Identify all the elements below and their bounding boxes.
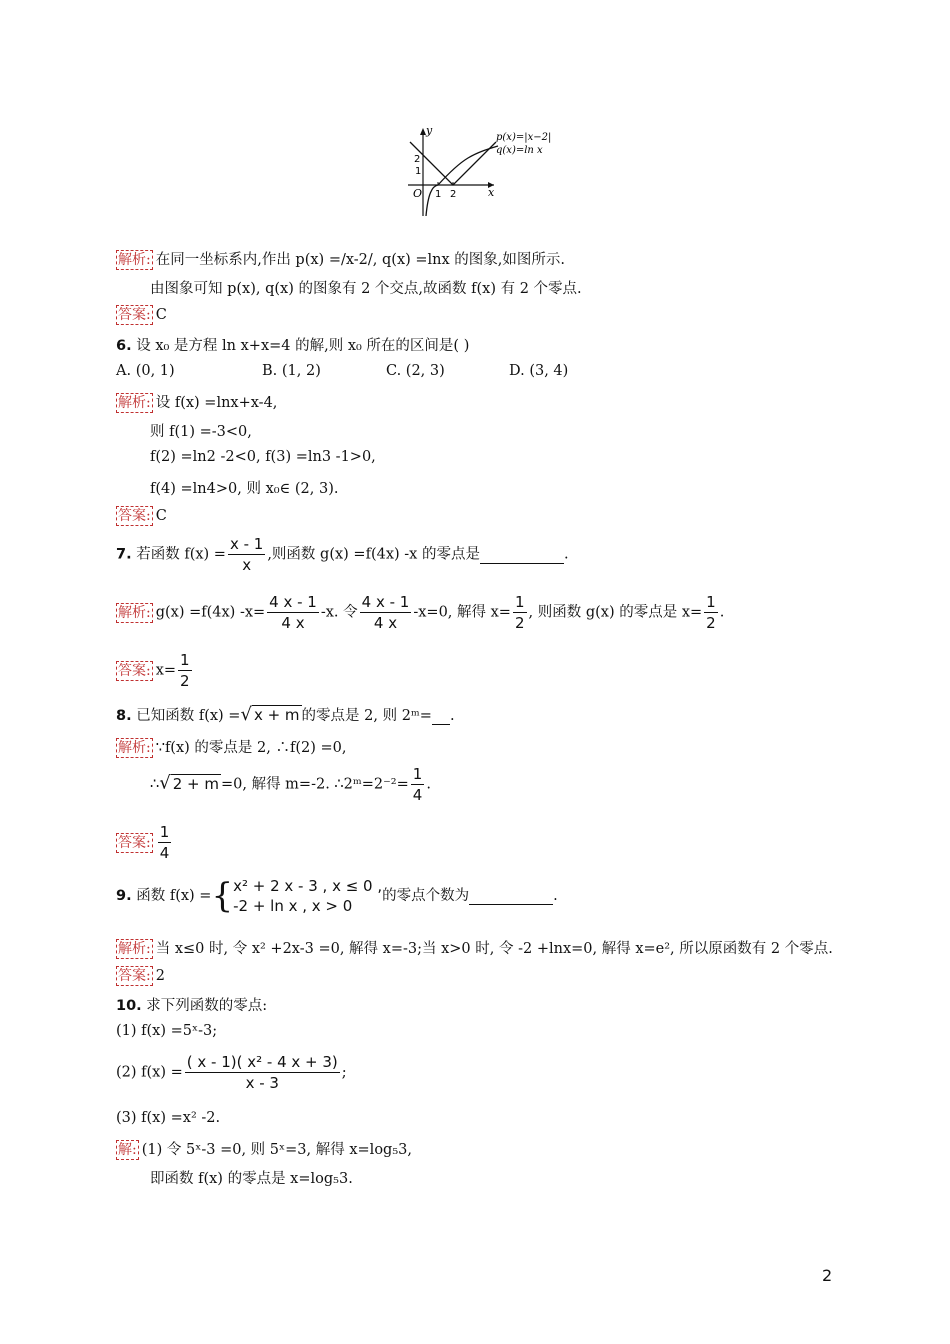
q6-analysis-line3: f(2) =ln2 -2<0, f(3) =ln3 -1>0,	[150, 449, 376, 465]
q9-analysis: 解析: 当 x≤0 时, 令 x² +2x-3 =0, 解得 x=-3;当 x>0 时, 令 -2 +lnx=0, 解得 x=e², 所以原函数有 2 个零点.	[118, 941, 833, 957]
q6-option-d: D. (3, 4)	[509, 363, 569, 379]
q9-answer: 答案: 2	[118, 968, 165, 984]
analysis-tag: 解析:	[118, 395, 151, 411]
page-number: 2	[822, 1266, 833, 1285]
q6-stem: 6. 设 x₀ 是方程 ln x+x=4 的解,则 x₀ 所在的区间是( )	[116, 338, 470, 354]
q6-option-c: C. (2, 3)	[386, 363, 445, 379]
q10-solution-line1: 解: (1) 令 5ˣ-3 =0, 则 5ˣ=3, 解得 x=log₅3,	[118, 1142, 412, 1158]
q8-stem: 8. 已知函数 f(x) =√ x + m 的零点是 2, 则 2ᵐ= .	[116, 704, 455, 725]
q8-analysis-line2: ∴√ 2 + m =0, 解得 m=-2. ∴2ᵐ=2⁻²= $\frac{1}{4}$ .	[150, 765, 431, 804]
q6-number: 6.	[116, 338, 132, 354]
graph-tick-y2: 2	[414, 154, 421, 165]
q9-number: 9.	[116, 888, 132, 904]
q10-item3: (3) f(x) =x² -2.	[116, 1110, 221, 1126]
q8-answer: 答案: $\frac{1}{4}$	[118, 823, 170, 862]
graph-tick-y1: 1	[415, 166, 422, 177]
q5-answer: 答案: C	[118, 307, 167, 323]
answer-tag: 答案:	[118, 508, 151, 524]
q6-option-b: B. (1, 2)	[262, 363, 321, 379]
analysis-tag: 解析:	[118, 941, 151, 957]
answer-tag: 答案:	[118, 834, 151, 851]
q8-analysis-line1: 解析: ∵f(x) 的零点是 2, ∴f(2) =0,	[118, 740, 347, 756]
q10-stem: 10. 求下列函数的零点:	[116, 998, 268, 1014]
q6-analysis-line1: 解析: 设 f(x) =lnx+x-4,	[118, 395, 278, 411]
graph-x-label: x	[488, 186, 495, 199]
q6-analysis-line2: 则 f(1) =-3<0,	[150, 424, 252, 440]
solution-tag: 解:	[118, 1142, 137, 1158]
answer-tag: 答案:	[118, 662, 151, 679]
graph-y-label: y	[426, 124, 433, 137]
graph-q-label: q(x)=ln x	[496, 145, 543, 156]
analysis-tag: 解析:	[118, 604, 151, 621]
q7-answer: 答案: x= $\frac{1}{2}$	[118, 651, 190, 690]
q7-analysis: 解析: g(x) =f(4x) -x= $\frac{4 x - 1}{4 x}$ -x. 令 $\frac{4 x - 1}{4 x}$ -x=0, 解得 x= $\frac{1}{2}$ , 则函数 g(x) 的零点是 x= $\frac{1}{2}$ .	[118, 593, 725, 632]
q5-analysis-line1: 解析: 在同一坐标系内,作出 p(x) =/x-2/, q(x) =lnx 的图象,如图所示.	[118, 252, 566, 268]
answer-tag: 答案:	[118, 968, 151, 984]
q6-analysis-line4: f(4) =ln4>0, 则 x₀∈ (2, 3).	[150, 481, 339, 497]
graph-tick-x2: 2	[450, 189, 457, 200]
q6-option-a: A. (0, 1)	[116, 363, 175, 379]
q8-number: 8.	[116, 708, 132, 724]
q7-blank[interactable]	[480, 547, 564, 564]
function-graph	[398, 124, 558, 220]
q7-number: 7.	[116, 546, 132, 563]
graph-origin-label: O	[413, 187, 423, 200]
analysis-tag: 解析:	[118, 252, 151, 268]
q9-blank[interactable]	[469, 888, 553, 905]
graph-tick-x1: 1	[435, 189, 442, 200]
q8-blank[interactable]	[432, 708, 450, 725]
q7-fraction: $\frac{x - 1}{x}$	[229, 535, 264, 574]
answer-tag: 答案:	[118, 307, 151, 323]
q10-item2: (2) f(x) = $\frac{\text{( x - 1)( x² - 4 x + 3)}}{x - 3}$ ;	[116, 1053, 347, 1092]
q6-answer: 答案: C	[118, 508, 167, 524]
graph-p-label: p(x)=|x−2|	[496, 132, 552, 143]
q10-solution-line2: 即函数 f(x) 的零点是 x=log₅3.	[150, 1171, 353, 1187]
q5-analysis-line2: 由图象可知 p(x), q(x) 的图象有 2 个交点,故函数 f(x) 有 2 个零点.	[150, 281, 582, 297]
q7-stem: 7. 若函数 f(x) = $\frac{x - 1}{x}$ ,则函数 g(x) =f(4x) -x 的零点是 .	[116, 535, 569, 574]
analysis-tag: 解析:	[118, 740, 151, 756]
q9-stem: 9. 函数 f(x) ={ x² + 2 x - 3 , x ≤ 0 , -2 + ln x , x > 0 的零点个数为 .	[116, 876, 558, 916]
q10-number: 10.	[116, 998, 142, 1014]
q10-item1: (1) f(x) =5ˣ-3;	[116, 1023, 218, 1039]
